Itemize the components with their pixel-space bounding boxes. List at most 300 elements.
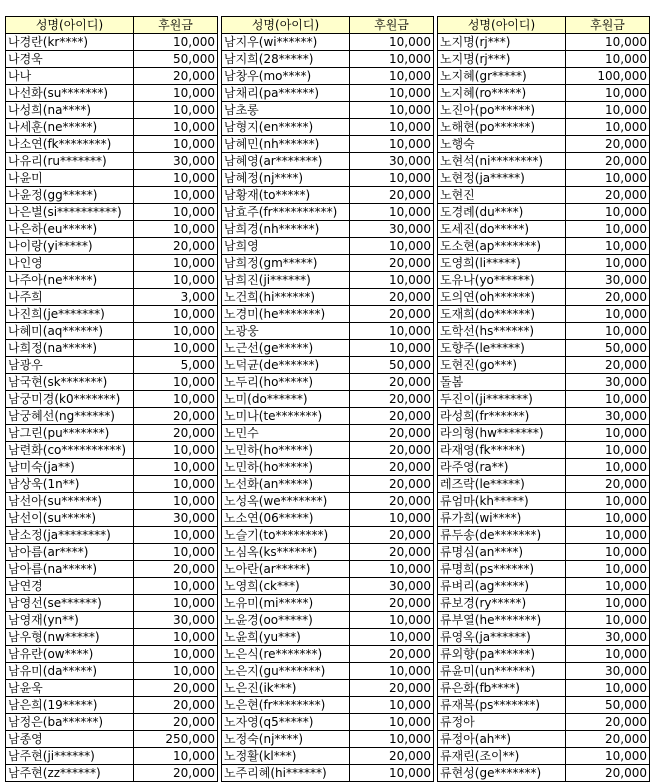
donation-amount-cell: 10,000: [350, 170, 434, 187]
donor-name-cell: 노심옥(ks******): [222, 544, 350, 561]
table-row: [438, 765, 650, 782]
table-row: [6, 527, 218, 544]
donor-name-cell: 나소연(fk********): [6, 136, 134, 153]
donation-amount-cell: 10,000: [134, 306, 218, 323]
donor-name-cell: 노두리(ho*****): [222, 374, 350, 391]
donor-name-cell: 노미나(te*******): [222, 408, 350, 425]
donor-name-cell: 노진아(po******): [438, 102, 566, 119]
donor-name-cell: 나인영: [6, 255, 134, 272]
donor-name-cell: 도학선(hs******): [438, 323, 566, 340]
donor-name-cell: 남영선(se******): [6, 595, 134, 612]
donation-amount-cell: 10,000: [566, 527, 650, 544]
donation-amount-cell: 20,000: [134, 561, 218, 578]
donor-name-cell: 노윤경(oo*****): [222, 612, 350, 629]
donor-name-cell: 류명희(ps******): [438, 561, 566, 578]
table-row: [438, 34, 650, 51]
donor-name-cell: 도경례(du****): [438, 204, 566, 221]
donation-amount-cell: 100,000: [566, 68, 650, 85]
donor-name-cell: 노경미(he*******): [222, 306, 350, 323]
donor-name-cell: 남창우(mo****): [222, 68, 350, 85]
donor-name-cell: 남련화(co**********): [6, 442, 134, 459]
donation-amount-cell: 10,000: [566, 85, 650, 102]
donor-name-cell: 남지우(wi******): [222, 34, 350, 51]
table-row: [6, 493, 218, 510]
donor-name-cell: 노지명(rj***): [438, 51, 566, 68]
table-row: [222, 459, 434, 476]
donation-amount-cell: 20,000: [350, 595, 434, 612]
donation-amount-cell: 30,000: [134, 612, 218, 629]
donation-amount-cell: 20,000: [350, 646, 434, 663]
donor-name-cell: 류벼리(ag*****): [438, 578, 566, 595]
donation-amount-cell: 30,000: [350, 153, 434, 170]
table-row: [438, 289, 650, 306]
table-row: [222, 544, 434, 561]
donor-name-cell: 남국현(sk*******): [6, 374, 134, 391]
table-row: [222, 289, 434, 306]
table-row: [6, 697, 218, 714]
donation-amount-cell: 10,000: [566, 119, 650, 136]
table-row: [438, 221, 650, 238]
table-row: [438, 323, 650, 340]
table-row: [438, 340, 650, 357]
donation-amount-cell: 30,000: [566, 629, 650, 646]
donor-name-cell: 나은하(eu*****): [6, 221, 134, 238]
table-row: [222, 595, 434, 612]
table-row: [438, 51, 650, 68]
table-row: [438, 595, 650, 612]
donor-name-cell: 돌봄: [438, 374, 566, 391]
donor-name-cell: 남그린(pu*******): [6, 425, 134, 442]
donation-amount-cell: 10,000: [134, 476, 218, 493]
donation-amount-cell: 10,000: [566, 425, 650, 442]
table-row: [438, 578, 650, 595]
donor-name-cell: 노현정(ja*****): [438, 170, 566, 187]
donation-amount-cell: 10,000: [134, 578, 218, 595]
table-row: [6, 544, 218, 561]
table-row: [222, 391, 434, 408]
donation-amount-cell: 20,000: [134, 425, 218, 442]
donation-amount-cell: 20,000: [350, 544, 434, 561]
donation-amount-cell: 10,000: [134, 629, 218, 646]
donation-amount-cell: 10,000: [566, 442, 650, 459]
donation-amount-cell: 10,000: [566, 459, 650, 476]
donation-amount-cell: 10,000: [350, 102, 434, 119]
donation-amount-cell: 10,000: [566, 510, 650, 527]
donation-amount-cell: 10,000: [566, 306, 650, 323]
donation-amount-cell: 3,000: [134, 289, 218, 306]
table-row: [6, 272, 218, 289]
donation-amount-cell: 20,000: [134, 408, 218, 425]
table-row: [6, 255, 218, 272]
table-row: [438, 408, 650, 425]
donation-amount-cell: 20,000: [566, 714, 650, 731]
donor-name-cell: 도의연(oh******): [438, 289, 566, 306]
table-row: [438, 646, 650, 663]
donor-name-cell: 나이랑(yi*****): [6, 238, 134, 255]
donation-amount-cell: 10,000: [134, 340, 218, 357]
donor-name-cell: 노덕균(de******): [222, 357, 350, 374]
donor-name-cell: 나세훈(ne*****): [6, 119, 134, 136]
donation-amount-cell: 50,000: [134, 51, 218, 68]
table-row: [438, 612, 650, 629]
donation-amount-cell: 10,000: [566, 255, 650, 272]
donation-amount-cell: 10,000: [350, 697, 434, 714]
table-row: [222, 51, 434, 68]
table-row: [222, 306, 434, 323]
donation-amount-cell: 10,000: [566, 680, 650, 697]
donor-name-cell: 류명심(an****): [438, 544, 566, 561]
donation-amount-cell: 20,000: [134, 238, 218, 255]
donation-amount-cell: 20,000: [566, 731, 650, 748]
donation-amount-cell: 10,000: [134, 255, 218, 272]
donor-name-cell: 남영재(yn**): [6, 612, 134, 629]
table-row: [6, 765, 218, 782]
donation-amount-cell: 10,000: [566, 391, 650, 408]
table-row: [438, 68, 650, 85]
table-row: [438, 527, 650, 544]
table-row: [6, 561, 218, 578]
table-row: [6, 323, 218, 340]
donor-name-cell: 노주리혜(hi******): [222, 765, 350, 782]
table-row: [6, 238, 218, 255]
donation-amount-cell: 10,000: [566, 646, 650, 663]
donor-name-cell: 노슬기(to********): [222, 527, 350, 544]
donor-name-cell: 노선화(an*****): [222, 476, 350, 493]
donor-table-2: [221, 16, 434, 782]
donation-amount-cell: 10,000: [350, 238, 434, 255]
donor-name-cell: 남연경: [6, 578, 134, 595]
donor-name-cell: 남주현(ji******): [6, 748, 134, 765]
table-row: [438, 102, 650, 119]
table-row: [438, 493, 650, 510]
donor-name-cell: 노건희(hi******): [222, 289, 350, 306]
donor-name-cell: 남혜영(ar*******): [222, 153, 350, 170]
table-row: [222, 629, 434, 646]
table-row: [222, 238, 434, 255]
donor-name-cell: 라주영(ra**): [438, 459, 566, 476]
donation-amount-cell: 10,000: [134, 459, 218, 476]
donation-amount-cell: 10,000: [350, 119, 434, 136]
donor-name-cell: 남효주(fr**********): [222, 204, 350, 221]
donor-name-cell: 나희정(na*****): [6, 340, 134, 357]
donor-name-cell: 남정은(ba******): [6, 714, 134, 731]
amount-column-header: 후원금: [350, 17, 434, 34]
donor-name-cell: 도현진(go***): [438, 357, 566, 374]
donor-name-cell: 노행숙: [438, 136, 566, 153]
table-row: [438, 170, 650, 187]
donor-name-cell: 남우형(nw*****): [6, 629, 134, 646]
table-row: [222, 748, 434, 765]
table-row: [438, 136, 650, 153]
table-row: [438, 442, 650, 459]
table-row: [6, 748, 218, 765]
donation-amount-cell: 10,000: [134, 374, 218, 391]
donor-name-cell: 도유나(yo******): [438, 272, 566, 289]
donor-name-cell: 노민하(ho*****): [222, 442, 350, 459]
donation-amount-cell: 10,000: [134, 493, 218, 510]
donation-amount-cell: 20,000: [350, 306, 434, 323]
donor-name-cell: 남궁혜선(ng******): [6, 408, 134, 425]
table-header-row: [222, 17, 434, 34]
donor-name-cell: 남유란(ow****): [6, 646, 134, 663]
table-header-row: [438, 17, 650, 34]
donor-table-3: [437, 16, 650, 782]
donation-amount-cell: 10,000: [566, 323, 650, 340]
donor-name-cell: 도재희(do******): [438, 306, 566, 323]
table-row: [222, 425, 434, 442]
table-row: [6, 68, 218, 85]
donor-name-cell: 남선이(su*****): [6, 510, 134, 527]
table-row: [438, 119, 650, 136]
donor-name-cell: 노민수: [222, 425, 350, 442]
table-row: [6, 646, 218, 663]
donor-name-cell: 남궁미경(k0*******): [6, 391, 134, 408]
donor-name-cell: 남희영: [222, 238, 350, 255]
donor-name-cell: 나주희: [6, 289, 134, 306]
donor-name-cell: 남아름(na*****): [6, 561, 134, 578]
table-row: [438, 187, 650, 204]
donor-name-cell: 남채리(pa******): [222, 85, 350, 102]
table-row: [6, 391, 218, 408]
table-row: [222, 765, 434, 782]
table-row: [222, 612, 434, 629]
donation-amount-cell: 10,000: [566, 204, 650, 221]
donation-amount-cell: 10,000: [350, 85, 434, 102]
donation-amount-cell: 10,000: [134, 136, 218, 153]
table-row: [222, 408, 434, 425]
donor-name-cell: 라재영(fk*****): [438, 442, 566, 459]
table-row: [222, 493, 434, 510]
donor-name-cell: 남혜정(nj****): [222, 170, 350, 187]
table-row: [6, 204, 218, 221]
donation-amount-cell: 10,000: [566, 170, 650, 187]
donor-name-cell: 노은현(fr********): [222, 697, 350, 714]
donor-name-cell: 류보경(ry*****): [438, 595, 566, 612]
donation-amount-cell: 20,000: [350, 442, 434, 459]
table-row: [222, 442, 434, 459]
donation-amount-cell: 10,000: [134, 391, 218, 408]
donor-name-cell: 노윤희(yu***): [222, 629, 350, 646]
donor-name-cell: 남지희(28*****): [222, 51, 350, 68]
donation-amount-cell: 10,000: [134, 646, 218, 663]
donation-amount-cell: 10,000: [134, 204, 218, 221]
table-row: [6, 578, 218, 595]
donor-name-cell: 노은지(gu*******): [222, 663, 350, 680]
donation-amount-cell: 10,000: [350, 714, 434, 731]
donation-amount-cell: 10,000: [350, 51, 434, 68]
table-row: [438, 391, 650, 408]
donor-name-cell: 노해현(po******): [438, 119, 566, 136]
table-row: [222, 476, 434, 493]
donor-name-cell: 노자영(q5*****): [222, 714, 350, 731]
donation-amount-cell: 30,000: [566, 408, 650, 425]
table-row: [6, 119, 218, 136]
donor-name-cell: 류가희(wi****): [438, 510, 566, 527]
table-row: [6, 595, 218, 612]
donor-name-cell: 노정숙(nj****): [222, 731, 350, 748]
donation-amount-cell: 20,000: [350, 374, 434, 391]
donation-amount-cell: 5,000: [134, 357, 218, 374]
donor-name-cell: 남유미(da*****): [6, 663, 134, 680]
table-row: [6, 459, 218, 476]
table-row: [438, 697, 650, 714]
donor-name-cell: 노은진(ik***): [222, 680, 350, 697]
donation-amount-cell: 30,000: [350, 221, 434, 238]
donation-amount-cell: 10,000: [134, 663, 218, 680]
donation-amount-cell: 10,000: [350, 561, 434, 578]
donation-amount-cell: 20,000: [350, 391, 434, 408]
donor-name-cell: 류두송(de*******): [438, 527, 566, 544]
donor-name-cell: 도세진(do*****): [438, 221, 566, 238]
donor-name-cell: 류재린(조이**): [438, 748, 566, 765]
table-row: [6, 714, 218, 731]
donation-amount-cell: 10,000: [350, 731, 434, 748]
table-row: [6, 680, 218, 697]
donor-name-cell: 남미숙(ja**): [6, 459, 134, 476]
donation-amount-cell: 10,000: [350, 204, 434, 221]
donor-name-cell: 노정활(kl***): [222, 748, 350, 765]
donation-amount-cell: 10,000: [566, 34, 650, 51]
donor-name-cell: 나성희(na****): [6, 102, 134, 119]
table-row: [438, 459, 650, 476]
donor-name-cell: 남종영: [6, 731, 134, 748]
donor-name-cell: 남상욱(1n**): [6, 476, 134, 493]
table-row: [6, 102, 218, 119]
table-row: [438, 374, 650, 391]
table-row: [6, 51, 218, 68]
donation-amount-cell: 10,000: [350, 765, 434, 782]
table-row: [222, 187, 434, 204]
table-row: [6, 85, 218, 102]
donor-name-cell: 남광우: [6, 357, 134, 374]
donation-amount-cell: 10,000: [134, 102, 218, 119]
donation-amount-cell: 20,000: [566, 357, 650, 374]
donation-amount-cell: 20,000: [350, 255, 434, 272]
donation-amount-cell: 20,000: [350, 408, 434, 425]
table-row: [222, 357, 434, 374]
donation-amount-cell: 20,000: [566, 136, 650, 153]
table-row: [222, 697, 434, 714]
donation-amount-cell: 10,000: [134, 170, 218, 187]
amount-column-header: 후원금: [134, 17, 218, 34]
donation-amount-cell: 10,000: [134, 85, 218, 102]
table-row: [6, 136, 218, 153]
donation-amount-cell: 20,000: [350, 425, 434, 442]
table-row: [222, 340, 434, 357]
donation-amount-cell: 10,000: [134, 442, 218, 459]
donation-amount-cell: 10,000: [566, 578, 650, 595]
donation-amount-cell: 10,000: [350, 340, 434, 357]
donor-name-cell: 노소연(06*****): [222, 510, 350, 527]
donation-amount-cell: 50,000: [350, 357, 434, 374]
donor-name-cell: 노근선(ge*****): [222, 340, 350, 357]
donation-amount-cell: 10,000: [566, 595, 650, 612]
table-row: [222, 510, 434, 527]
donor-name-cell: 노유미(mi*****): [222, 595, 350, 612]
donation-amount-cell: 50,000: [566, 340, 650, 357]
donation-amount-cell: 20,000: [350, 476, 434, 493]
donation-amount-cell: 10,000: [134, 34, 218, 51]
donation-amount-cell: 20,000: [566, 153, 650, 170]
donation-amount-cell: 20,000: [566, 476, 650, 493]
donor-name-cell: 류정아(ah**): [438, 731, 566, 748]
donation-amount-cell: 10,000: [566, 612, 650, 629]
donor-name-cell: 남윤욱: [6, 680, 134, 697]
donation-amount-cell: 10,000: [350, 629, 434, 646]
donor-name-cell: 나선화(su*******): [6, 85, 134, 102]
table-row: [222, 255, 434, 272]
donor-name-cell: 노광웅: [222, 323, 350, 340]
table-body: [438, 34, 650, 782]
donor-name-cell: 레즈락(le*****): [438, 476, 566, 493]
donation-amount-cell: 50,000: [566, 697, 650, 714]
table-header-row: [6, 17, 218, 34]
donation-amount-cell: 20,000: [134, 68, 218, 85]
donation-amount-cell: 20,000: [350, 187, 434, 204]
donor-name-cell: 남초롱: [222, 102, 350, 119]
donor-name-cell: 나유리(ru*******): [6, 153, 134, 170]
donor-name-cell: 도소현(ap*******): [438, 238, 566, 255]
donation-amount-cell: 10,000: [566, 544, 650, 561]
donor-name-cell: 류현성(ge*******): [438, 765, 566, 782]
table-row: [222, 527, 434, 544]
donation-amount-cell: 250,000: [134, 731, 218, 748]
table-row: [6, 153, 218, 170]
table-row: [6, 187, 218, 204]
donor-name-cell: 노아란(ar*****): [222, 561, 350, 578]
donor-name-cell: 류엄마(kh*****): [438, 493, 566, 510]
table-row: [222, 85, 434, 102]
table-row: [222, 102, 434, 119]
table-row: [6, 408, 218, 425]
table-row: [6, 442, 218, 459]
donor-name-cell: 류영옥(ja******): [438, 629, 566, 646]
table-row: [222, 68, 434, 85]
donation-amount-cell: 10,000: [134, 527, 218, 544]
table-row: [438, 357, 650, 374]
table-row: [6, 170, 218, 187]
table-row: [6, 612, 218, 629]
donation-amount-cell: 20,000: [134, 697, 218, 714]
donor-name-cell: 나주아(ne*****): [6, 272, 134, 289]
donation-amount-cell: 10,000: [134, 221, 218, 238]
donation-amount-cell: 10,000: [134, 272, 218, 289]
donation-amount-cell: 10,000: [566, 748, 650, 765]
table-row: [6, 289, 218, 306]
name-column-header: 성명(아이디): [6, 17, 134, 34]
donor-name-cell: 남은희(19*****): [6, 697, 134, 714]
donor-name-cell: 노지혜(ro*****): [438, 85, 566, 102]
table-row: [222, 646, 434, 663]
table-row: [438, 306, 650, 323]
donor-name-cell: 노성옥(we*******): [222, 493, 350, 510]
donation-amount-cell: 10,000: [566, 51, 650, 68]
table-row: [222, 561, 434, 578]
donor-name-cell: 나진희(je*******): [6, 306, 134, 323]
donor-name-cell: 남형지(en*****): [222, 119, 350, 136]
donation-amount-cell: 30,000: [134, 510, 218, 527]
table-row: [438, 748, 650, 765]
donor-name-cell: 류정아: [438, 714, 566, 731]
donor-name-cell: 류윤미(un******): [438, 663, 566, 680]
donation-amount-cell: 20,000: [350, 289, 434, 306]
donation-amount-cell: 10,000: [350, 68, 434, 85]
table-row: [438, 153, 650, 170]
table-row: [438, 629, 650, 646]
table-row: [438, 663, 650, 680]
table-row: [438, 272, 650, 289]
table-row: [438, 680, 650, 697]
